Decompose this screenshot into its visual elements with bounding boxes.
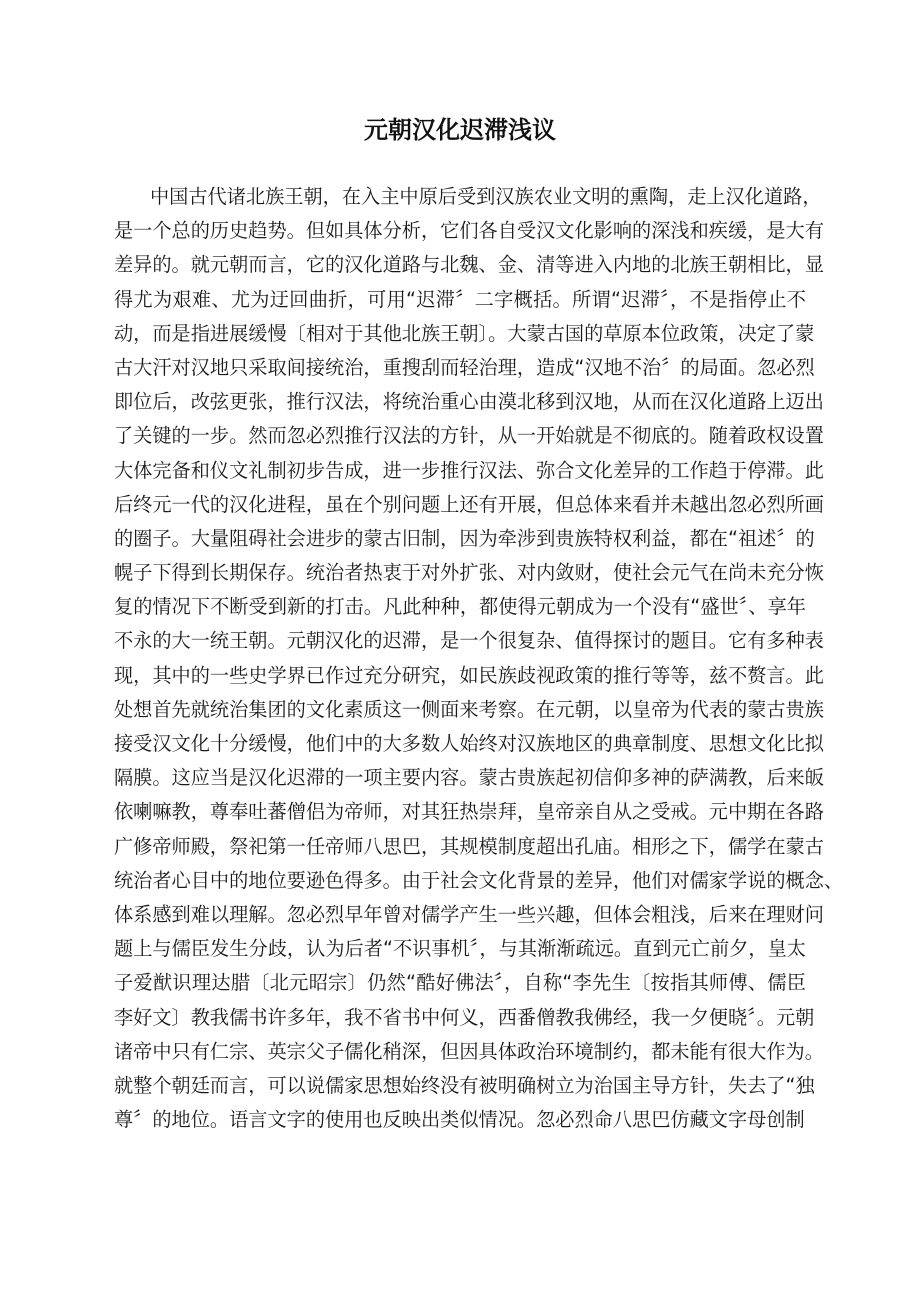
paragraph-line: 体系感到难以理解。忽必烈早年曾对儒学产生一些兴趣，但体会粗浅，后来在理财问: [114, 902, 824, 926]
paragraph-line: 尊〞的地位。语言文字的使用也反映出类似情况。忽必烈命八思巴仿藏文字母创制: [114, 1108, 805, 1132]
paragraph-line: 统治者心目中的地位要逊色得多。由于社会文化背景的差异，他们对儒家学说的概念、: [114, 868, 844, 892]
paragraph-line: 现，其中的一些史学界已作过充分研究，如民族歧视政策的推行等等，兹不赘言。此: [114, 663, 824, 687]
paragraph-line: 中国古代诸北族王朝，在入主中原后受到汉族农业文明的熏陶，走上汉化道路，: [150, 185, 822, 208]
paragraph-line: 李好文〕教我儒书许多年，我不省书中何义，西番僧教我佛经，我一夕便晓〞。元朝: [114, 1005, 815, 1029]
paragraph-line: 隔膜。这应当是汉化迟滞的一项主要内容。蒙古贵族起初信仰多神的萨满教，后来皈: [114, 766, 824, 790]
paragraph-line: 依喇嘛教，尊奉吐蕃僧侣为帝师，对其狂热崇拜，皇帝亲自从之受戒。元中期在各路: [114, 800, 824, 824]
paragraph-line: 大体完备和仪文礼制初步告成，进一步推行汉法、弥合文化差异的工作趋于停滞。此: [114, 458, 824, 482]
paragraph-line: 处想首先就统治集团的文化素质这一侧面来考察。在元朝，以皇帝为代表的蒙古贵族: [114, 697, 824, 721]
paragraph-line: 不永的大一统王朝。元朝汉化的迟滞，是一个很复杂、值得探讨的题目。它有多种表: [114, 629, 824, 653]
paragraph-line: 接受汉文化十分缓慢，他们中的大多数人始终对汉族地区的典章制度、思想文化比拟: [114, 732, 824, 755]
paragraph-line: 幌子下得到长期保存。统治者热衷于对外扩张、对内敛财，使社会元气在尚未充分恢: [114, 561, 824, 585]
paragraph-line: 就整个朝廷而言，可以说儒家思想始终没有被明确树立为治国主导方针，失去了“独: [114, 1073, 815, 1097]
paragraph-line: 动，而是指进展缓慢〔相对于其他北族王朝〕。大蒙古国的草原本位政策，决定了蒙: [114, 321, 815, 345]
paragraph-line: 即位后，改弦更张，推行汉法，将统治重心由漠北移到汉地，从而在汉化道路上迈出: [114, 390, 824, 414]
paragraph-line: 的圈子。大量阻碍社会进步的蒙古旧制，因为牵涉到贵族特权利益，都在“祖述〞的: [114, 526, 815, 550]
paragraph-line: 诸帝中只有仁宗、英宗父子儒化稍深，但因具体政治环境制约，都未能有很大作为。: [114, 1039, 824, 1063]
paragraph-line: 古大汗对汉地只采取间接统治，重搜刮而轻治理，造成“汉地不治〞的局面。忽必烈: [114, 355, 815, 379]
body-paragraph: [114, 180, 844, 1137]
paragraph-line: 广修帝师殿，祭祀第一任帝师八思巴，其规模制度超出孔庙。相形之下，儒学在蒙古: [114, 834, 824, 858]
paragraph-line: 子爱猷识理达腊〔北元昭宗〕仍然“酷好佛法〞，自称“李先生〔按指其师傅、儒臣: [114, 971, 806, 995]
paragraph-line: 复的情况下不断受到新的打击。凡此种种，都使得元朝成为一个没有“盛世〞、享年: [114, 595, 806, 619]
paragraph-line: 了关键的一步。然而忽必烈推行汉法的方针，从一开始就是不彻底的。随着政权设置: [114, 424, 824, 448]
page-title: 元朝汉化迟滞浅议: [364, 116, 556, 144]
paragraph-line: 是一个总的历史趋势。但如具体分析，它们各自受汉文化影响的深浅和疾缓，是大有: [114, 219, 824, 243]
paragraph-line: 后终元一代的汉化进程，虽在个别问题上还有开展，但总体来看并未越出忽必烈所画: [114, 492, 824, 516]
paragraph-line: 差异的。就元朝而言，它的汉化道路与北魏、金、清等进入内地的北族王朝相比，显: [114, 253, 824, 277]
paragraph-line: 题上与儒臣发生分歧，认为后者“不识事机〞，与其渐渐疏远。直到元亡前夕，皇太: [114, 937, 806, 961]
paragraph-line: 得尤为艰难、尤为迂回曲折，可用“迟滞〞二字概括。所谓“迟滞〞，不是指停止不: [114, 287, 806, 311]
